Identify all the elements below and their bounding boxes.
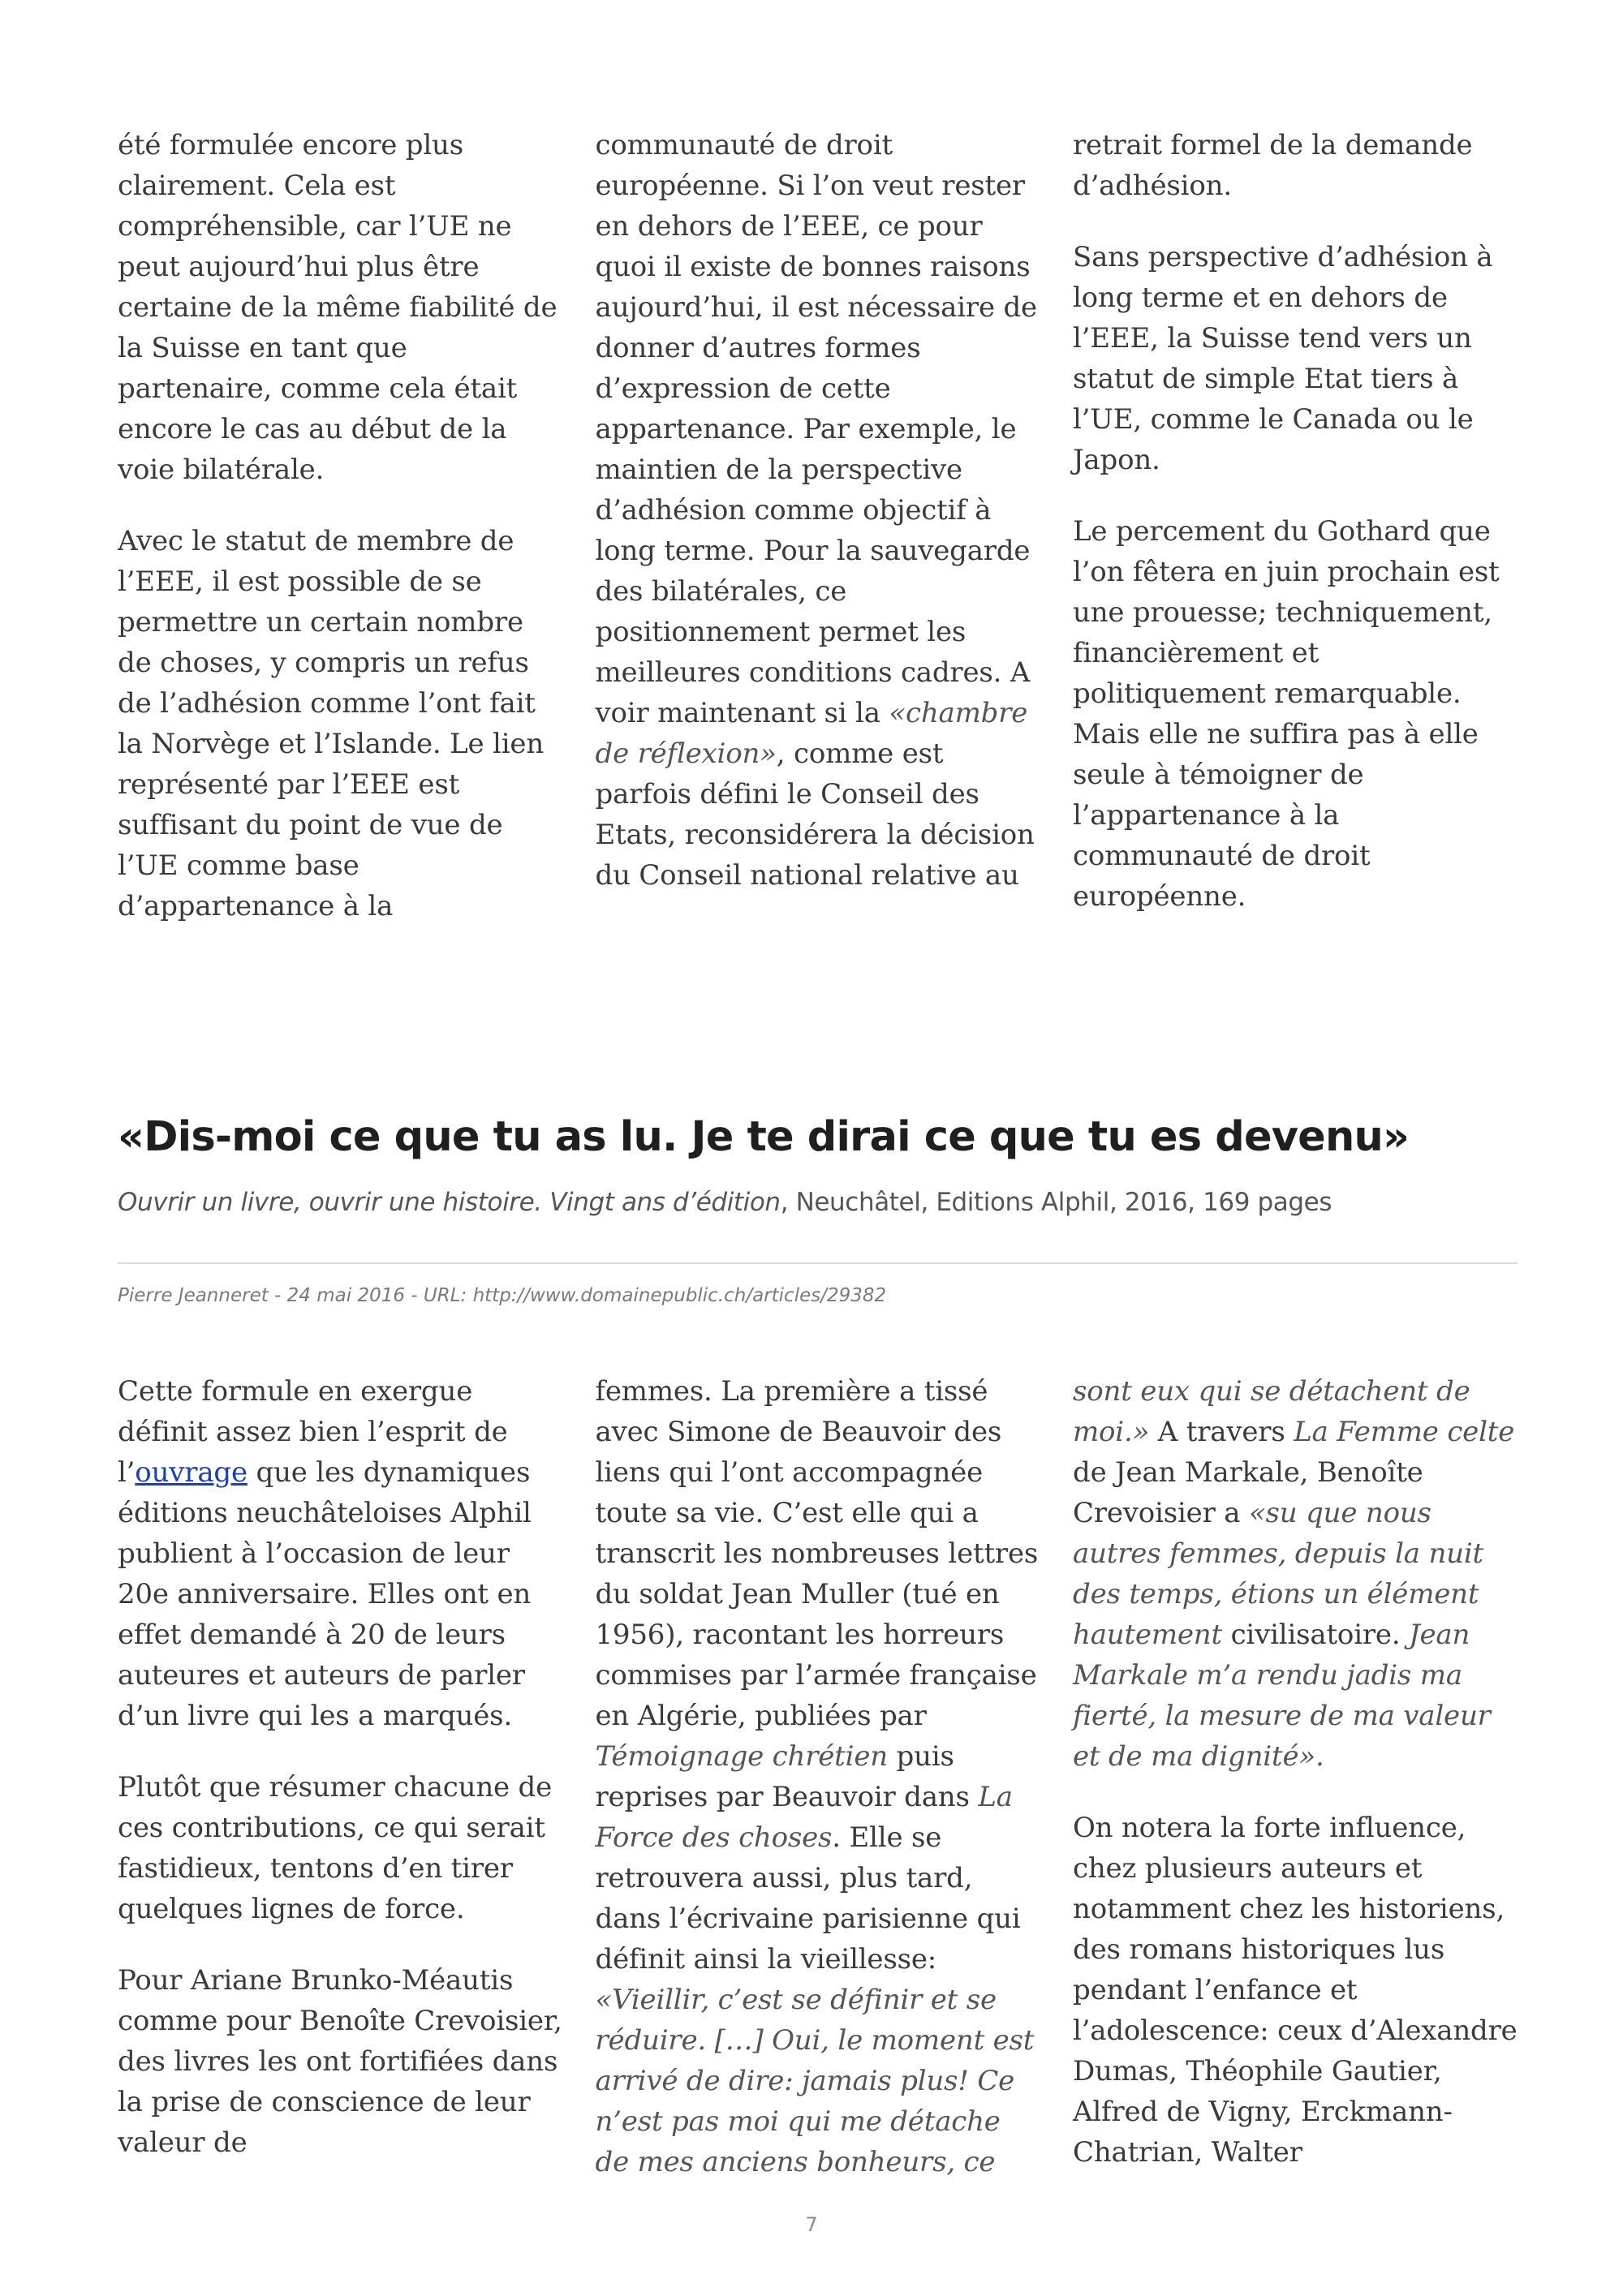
paragraph: Avec le statut de membre de l’EEE, il est possible de se permettre un certain nombre de choses, y compris un refus de l’adhésion comme l’ont fait la Norvège et l’Islande. Le lien représenté par l’EEE est suffisant du point de vue de l’UE comme base d’appartenance à la — [118, 525, 545, 922]
text-run: . Elle se retrouvera aussi, plus tard, dans l’écrivaine parisienne qui définit ainsi la vieillesse: — [595, 1821, 1021, 1976]
text-run: civilisatoire. — [1221, 1619, 1410, 1651]
text-run: puis reprises par Beauvoir dans — [595, 1740, 979, 1813]
article-subtitle — [118, 1188, 1332, 1217]
article-body-columns — [118, 1371, 1518, 2182]
body-column-1 — [118, 1371, 562, 2182]
italic-quote: «chambre de réflexion» — [595, 697, 1028, 770]
italic-quote: Jean Markale m’a rendu jadis ma fierté, la mesure de ma valeur et de ma dignité». — [1073, 1619, 1491, 1773]
ouvrage-link[interactable]: ouvrage — [135, 1456, 248, 1489]
italic-quote: sont eux qui se détachent de moi.» — [1073, 1375, 1470, 1448]
page-number: 7 — [805, 2213, 818, 2236]
paragraph: Plutôt que résumer chacune de ces contributions, ce qui serait fastidieux, tentons d’en tirer quelques lignes de force. — [118, 1771, 553, 1925]
italic-quote: «su que nous autres femmes, depuis la nuit des temps, étions un élément hautement — [1073, 1497, 1483, 1651]
previous-article-columns — [118, 125, 1518, 927]
paragraph: Sans perspective d’adhésion à long terme et en dehors de l’EEE, la Suisse tend vers un statut de simple Etat tiers à l’UE, comme le Canada ou le Japon. — [1073, 241, 1493, 476]
paragraph — [1073, 1371, 1518, 1777]
body-column-3 — [1073, 1371, 1518, 2182]
article-meta: Pierre Jeanneret - 24 mai 2016 - URL: http://www.domainepublic.ch/articles/29382 — [118, 1285, 887, 1306]
paragraph — [118, 1371, 562, 1736]
text-run: Cette formule en exergue définit assez bien l’esprit de l’ — [118, 1375, 508, 1489]
article-title: «Dis-moi ce que tu as lu. Je te dirai ce que tu es devenu» — [118, 1113, 1410, 1161]
top-column-3 — [1073, 125, 1518, 927]
paragraph — [596, 125, 1040, 896]
text-run: , comme est parfois défini le Conseil des Etats, reconsidérera la décision du Conseil national relative au — [595, 737, 1035, 892]
text-run: de Jean Markale, Benoîte Crevoisier a — [1073, 1456, 1423, 1529]
text-run: femmes. La première a tissé avec Simone de Beauvoir des liens qui l’ont accompagnée toute sa vie. C’est elle qui a transcrit les nombreuses lettres du soldat Jean Muller (tué en 1956), racontant les horreurs commises par l’armée française en Algérie, publiées par — [595, 1375, 1039, 1732]
italic-title: La Force des choses — [595, 1781, 1013, 1854]
paragraph: On notera la forte influence, chez plusieurs auteurs et notamment chez les historiens, des romans historiques lus pendant l’enfance et l’adolescence: ceux d’Alexandre Dumas, Théophile Gautier, Alfred de Vigny, Erckmann-Chatrian, Walter — [1073, 1812, 1518, 2169]
paragraph: Le percement du Gothard que l’on fêtera en juin prochain est une prouesse; techniquement, financièrement et politiquement remarquable. Mais elle ne suffira pas à elle seule à témoigner de l’appartenance à la communauté de droit européenne. — [1073, 515, 1500, 913]
divider — [118, 1262, 1518, 1264]
text-run: que les dynamiques éditions neuchâteloises Alphil publient à l’occasion de leur 20e anniversaire. Elles ont en effet demandé à 20 de leurs auteures et auteurs de parler d’un livre qui les a marqués. — [118, 1456, 532, 1732]
text-run: A travers — [1149, 1416, 1294, 1448]
body-column-2 — [596, 1371, 1040, 2182]
italic-title: Témoignage chrétien — [595, 1740, 888, 1773]
book-details: , Neuchâtel, Editions Alphil, 2016, 169 pages — [780, 1188, 1332, 1217]
text-run: communauté de droit européenne. Si l’on veut rester en dehors de l’EEE, ce pour quoi il existe de bonnes raisons aujourd’hui, il est nécessaire de donner d’autres formes d’expression de cette appartenance. Par exemple, le maintien de la perspective d’adhésion comme objectif à long terme. Pour la sauvegarde des bilatérales, ce positionnement permet les meilleures conditions cadres. A voir maintenant si la — [595, 129, 1037, 729]
paragraph: été formulée encore plus clairement. Cela est compréhensible, car l’UE ne peut aujourd’hui plus être certaine de la même fiabilité de la Suisse en tant que partenaire, comme cela était encore le cas au début de la voie bilatérale. — [118, 129, 558, 486]
top-column-1 — [118, 125, 562, 927]
italic-quote: «Vieillir, c’est se définir et se réduire. […] Oui, le moment est arrivé de dire: jamais plus! Ce n’est pas moi qui me détache de mes anciens bonheurs, ce — [595, 1984, 1035, 2178]
book-title: Ouvrir un livre, ouvrir une histoire. Vingt ans d’édition — [118, 1188, 781, 1217]
paragraph: retrait formel de la demande d’adhésion. — [1073, 129, 1473, 202]
italic-title: La Femme celte — [1294, 1416, 1515, 1448]
paragraph: Pour Ariane Brunko-Méautis comme pour Benoîte Crevoisier, des livres les ont fortifiées dans la prise de conscience de leur valeur de — [118, 1964, 562, 2159]
paragraph — [596, 1371, 1040, 2182]
top-column-2 — [596, 125, 1040, 927]
